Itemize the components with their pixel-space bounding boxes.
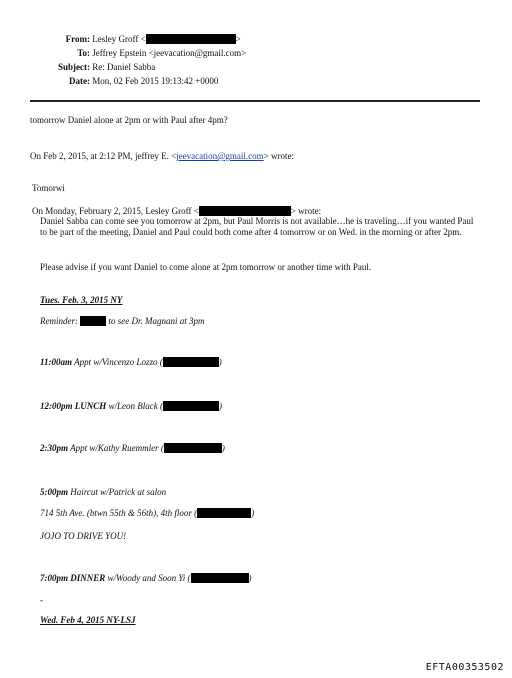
schedule-day-1: Tues. Feb. 3, 2015 NY	[40, 295, 123, 305]
to-value: Jeffrey Epstein <jeevacation@gmail.com>	[92, 48, 247, 58]
message-paragraph-1: Daniel Sabba can come see you tomorrow at 2pm, but Paul Morris is not available…he is traveling…if you wanted Paul to be part of the meeting, Daniel and Paul could both come after 4 tomorrow or on Wed. in the morning or after 2pm.	[40, 216, 474, 237]
event-1100am: 11:00am Appt w/Vincenzo Lozzo ( )	[40, 357, 222, 367]
subject-label: Subject:	[58, 62, 90, 72]
event-1200pm: 12:00pm LUNCH w/Leon Black ( )	[40, 401, 222, 411]
redaction-box	[191, 573, 249, 583]
reminder-line: Reminder: to see Dr. Magnani at 3pm	[40, 316, 205, 326]
to-line	[30, 48, 246, 58]
redaction-box	[80, 316, 106, 326]
event-500pm-note: JOJO TO DRIVE YOU!	[40, 531, 127, 541]
from-line: From: Lesley Groff < >	[30, 34, 241, 44]
email-link[interactable]: jeevacation@gmail.com	[176, 151, 264, 161]
redaction-box	[146, 34, 236, 44]
body-line1: tomorrow Daniel alone at 2pm or with Paul after 4pm?	[30, 115, 228, 125]
redaction-box	[163, 401, 219, 411]
from-name: Lesley Groff <	[92, 34, 146, 44]
schedule-day-2: Wed. Feb 4, 2015 NY-LSJ	[40, 615, 136, 625]
date-value: Mon, 02 Feb 2015 19:13:42 +0000	[92, 76, 219, 86]
redaction-box	[163, 357, 219, 367]
redaction-box	[199, 206, 291, 216]
subject-value: Re: Daniel Sabba	[92, 62, 156, 72]
event-500pm-address: 714 5th Ave. (btwn 55th & 56th), 4th floor ( )	[40, 508, 255, 518]
quote1-header: On Feb 2, 2015, at 2:12 PM, jeffrey E. <jeevacation@gmail.com> wrote:	[30, 151, 294, 161]
message-paragraph-2: Please advise if you want Daniel to come alone at 2pm tomorrow or another time with Paul.	[40, 262, 372, 272]
tomorwi-text: Tomorwi	[32, 183, 65, 193]
quote2-header: On Monday, February 2, 2015, Lesley Groff < > wrote:	[32, 206, 322, 216]
event-700pm: 7:00pm DINNER w/Woody and Soon Yi ( )	[40, 573, 252, 583]
date-line	[30, 76, 218, 86]
header-divider	[30, 100, 480, 102]
from-label: From:	[65, 34, 90, 44]
date-label: Date:	[69, 76, 90, 86]
event-500pm: 5:00pm Haircut w/Patrick at salon	[40, 487, 167, 497]
dash-separator: -	[40, 595, 43, 605]
redaction-box	[164, 443, 222, 453]
to-label: To:	[77, 48, 90, 58]
subject-line	[30, 62, 155, 72]
event-230pm: 2:30pm Appt w/Kathy Ruemmler ( )	[40, 443, 225, 453]
document-id: EFTA00353502	[425, 662, 504, 673]
redaction-box	[197, 508, 251, 518]
